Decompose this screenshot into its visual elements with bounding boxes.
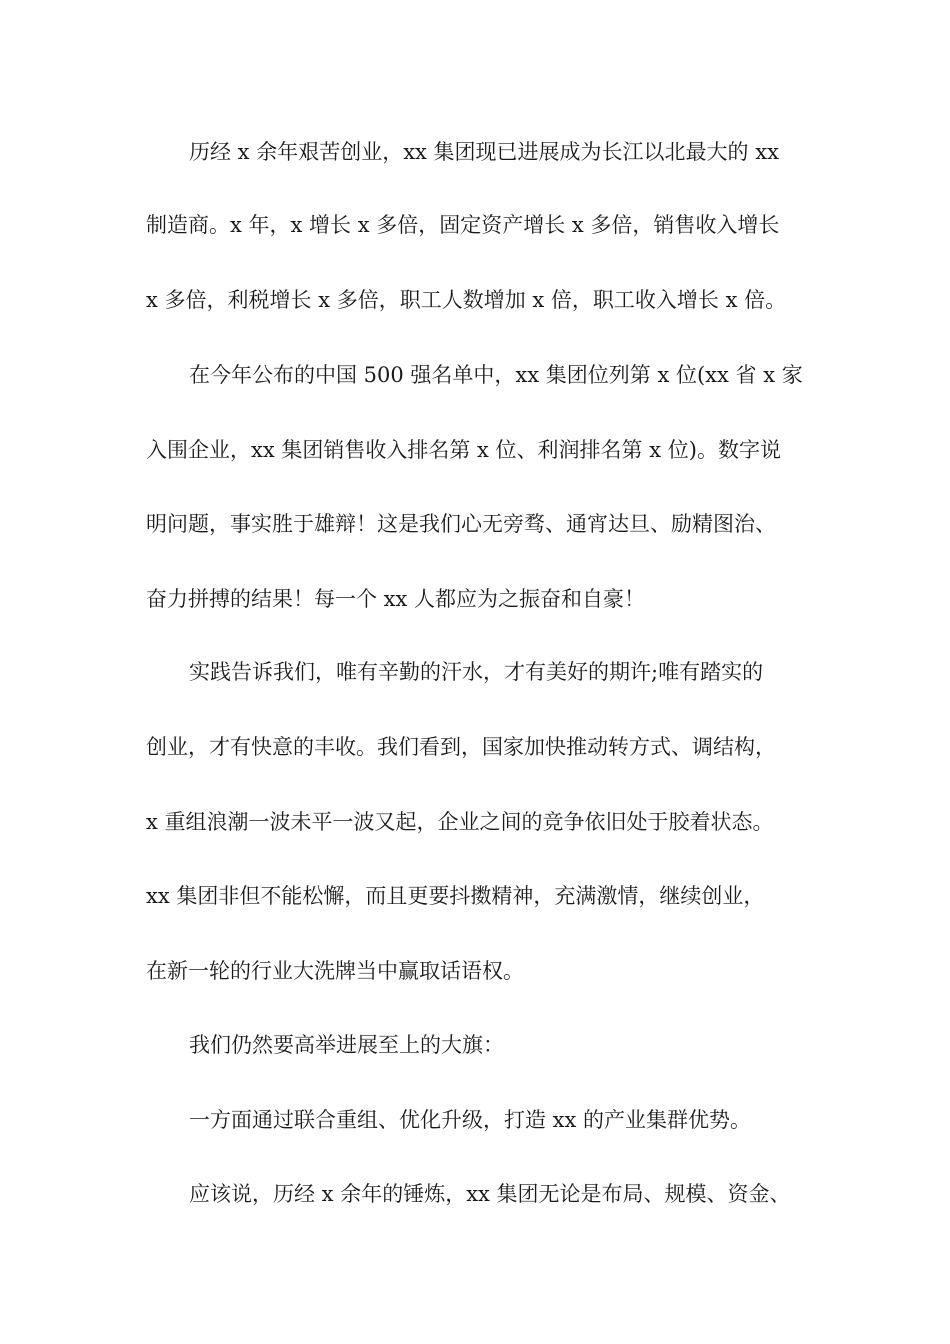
paragraph-1-line-1: 历经 x 余年艰苦创业，xx 集团现已进展成为长江以北最大的 xx bbox=[189, 140, 779, 164]
paragraph-5-line-1: 一方面通过联合重组、优化升级，打造 xx 的产业集群优势。 bbox=[189, 1108, 752, 1132]
paragraph-3-line-3: x 重组浪潮一波未平一波又起，企业之间的竞争依旧处于胶着状态。 bbox=[146, 810, 774, 834]
paragraph-3-line-4: xx 集团非但不能松懈，而且更要抖擞精神，充满激情，继续创业， bbox=[146, 884, 765, 908]
paragraph-3-line-5: 在新一轮的行业大洗牌当中赢取话语权。 bbox=[146, 959, 524, 983]
paragraph-3-line-2: 创业，才有快意的丰收。我们看到，国家加快推动转方式、调结构， bbox=[146, 735, 776, 759]
paragraph-2-line-4: 奋力拼搏的结果！每一个 xx 人都应为之振奋和自豪！ bbox=[146, 587, 646, 611]
paragraph-2-line-3: 明问题，事实胜于雄辩！这是我们心无旁骛、通宵达旦、励精图治、 bbox=[146, 512, 776, 536]
paragraph-1-line-3: x 多倍，利税增长 x 多倍，职工人数增加 x 倍，职工收入增长 x 倍。 bbox=[146, 288, 787, 312]
paragraph-6-line-1: 应该说，历经 x 余年的锤炼，xx 集团无论是布局、规模、资金、 bbox=[189, 1182, 791, 1206]
paragraph-1-line-2: 制造商。x 年，x 增长 x 多倍，固定资产增长 x 多倍，销售收入增长 bbox=[146, 213, 780, 237]
paragraph-2-line-2: 入围企业，xx 集团销售收入排名第 x 位、利润排名第 x 位)。数字说 bbox=[146, 438, 781, 462]
paragraph-3-line-1: 实践告诉我们，唯有辛勤的汗水，才有美好的期许;唯有踏实的 bbox=[189, 660, 764, 684]
paragraph-4-line-1: 我们仍然要高举进展至上的大旗： bbox=[189, 1033, 504, 1057]
paragraph-2-line-1: 在今年公布的中国 500 强名单中，xx 集团位列第 x 位(xx 省 x 家 bbox=[189, 363, 803, 387]
